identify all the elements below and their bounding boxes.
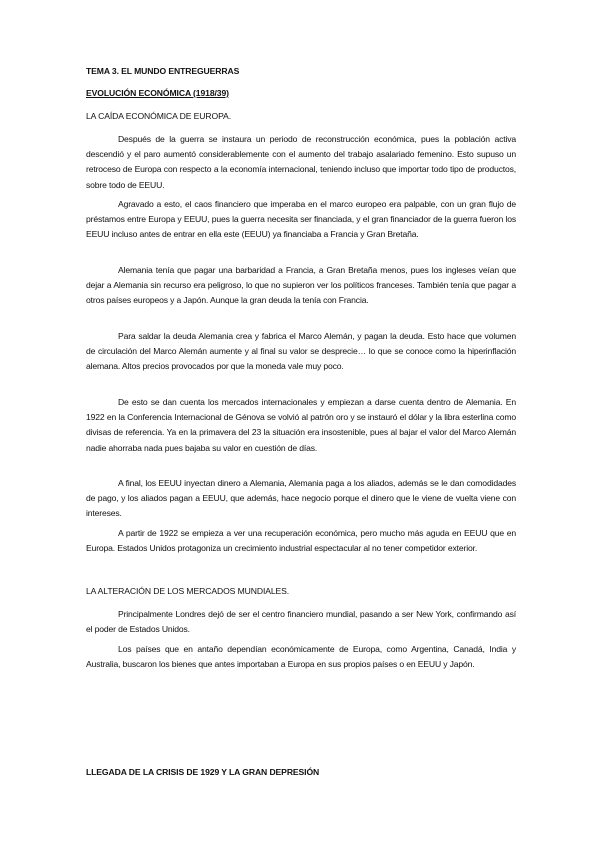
section-heading-economic-evolution: EVOLUCIÓN ECONÓMICA (1918/39) <box>86 88 229 98</box>
section-heading-crisis-1929: LLEGADA DE LA CRISIS DE 1929 Y LA GRAN DEPRESIÓN <box>86 767 320 777</box>
paragraph-2: Agravado a esto, el caos financiero que imperaba en el marco europeo era palpable, con un gran flujo de préstamos entre Europa y EEUU, pues la guerra necesita ser financiada, y el gran financiador de la guerra fueron los EEUU incluso antes de entrar en ella este (EEUU) ya financiaba a Francia y Gran Bretaña. <box>86 199 516 240</box>
paragraph-4: Para saldar la deuda Alemania crea y fabrica el Marco Alemán, y pagan la deuda. Esto hace que volumen de circulación del Marco Alemán aumente y al final su valor se desprecie… lo que se conoce como la hiperinflación alemana. Altos precios provocados por que la moneda vale muy poco. <box>86 331 516 372</box>
subheading-european-decline: LA CAÍDA ECONÓMICA DE EUROPA. <box>86 111 231 121</box>
paragraph-7: A partir de 1922 se empieza a ver una recuperación económica, pero mucho más aguda en EEUU que en Europa. Estados Unidos protagoniza un crecimiento industrial espectacular al no tener competidor exterior. <box>86 528 516 554</box>
paragraph-8: Principalmente Londres dejó de ser el centro financiero mundial, pasando a ser New York, confirmando así el poder de Estados Unidos. <box>86 609 516 635</box>
paragraph-5: De esto se dan cuenta los mercados internacionales y empiezan a darse cuenta dentro de Alemania. En 1922 en la Conferencia Internacional de Génova se volvió al patrón oro y se instauró el dólar y la libra esterlina como divisas de referencia. Ya en la primavera del 23 la situación era insostenible, pues al bajar el valor del Marco Alemán nadie ahorraba nada pues bajaba su valor en cuestión de días. <box>86 397 516 453</box>
paragraph-3: Alemania tenía que pagar una barbaridad a Francia, a Gran Bretaña menos, pues los ingleses veían que dejar a Alemania sin recurso era peligroso, lo que no supieron ver los políticos franceses. También tenía que pagar a otros países europeos y a Japón. Aunque la gran deuda la tenía con Francia. <box>86 265 516 306</box>
subheading-world-markets: LA ALTERACIÓN DE LOS MERCADOS MUNDIALES. <box>86 586 290 596</box>
paragraph-1: Después de la guerra se instaura un periodo de reconstrucción económica, pues la población activa descendió y el paro aumentó considerablemente con el aumento del trabajo asalariado femenino. Esto supuso un retroceso de Europa con respecto a la economía internacional, teniendo incluso que importar todo tipo de productos, sobre todo de EEUU. <box>86 134 516 190</box>
document-title: TEMA 3. EL MUNDO ENTREGUERRAS <box>86 66 240 76</box>
paragraph-9: Los países que en antaño dependían económicamente de Europa, como Argentina, Canadá, India y Australia, buscaron los bienes que antes importaban a Europa en sus propios países o en EEUU y Japón. <box>86 644 516 670</box>
paragraph-6: A final, los EEUU inyectan dinero a Alemania, Alemania paga a los aliados, además se le dan comodidades de pago, y los aliados pagan a EEUU, que además, hace negocio porque el dinero que le viene de vuelta viene con intereses. <box>86 478 516 519</box>
